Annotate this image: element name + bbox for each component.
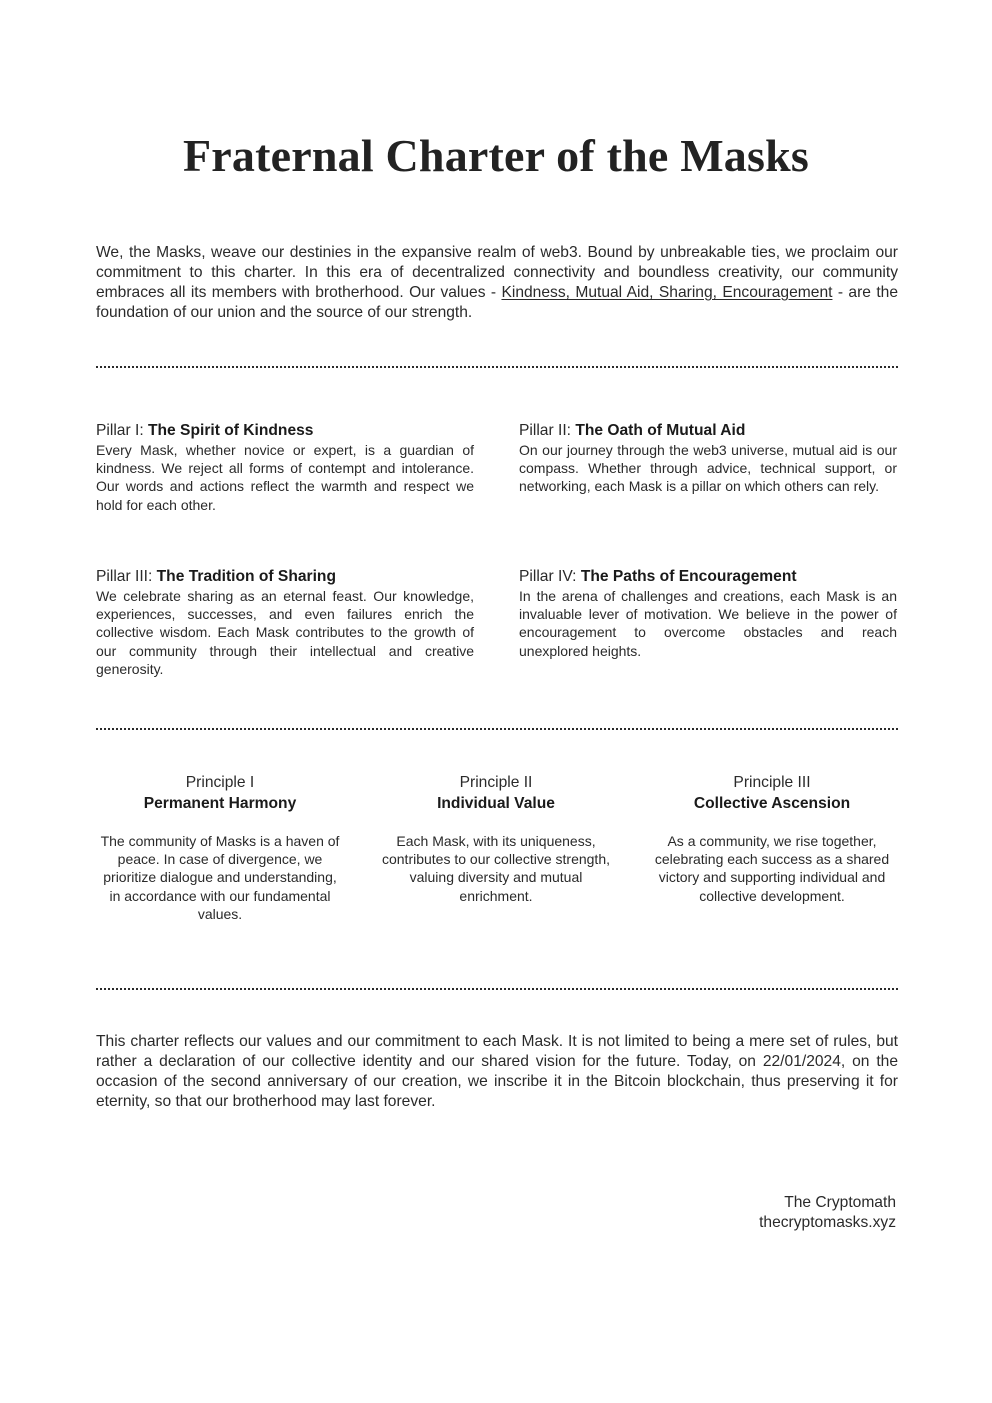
divider <box>96 366 898 368</box>
principle-individual-value <box>373 773 619 905</box>
principle-number: Principle II <box>459 774 533 791</box>
pillar-heading <box>96 567 474 586</box>
principle-name: Collective Ascension <box>693 795 851 812</box>
principle-harmony <box>97 773 343 923</box>
pillar-text: We celebrate sharing as an eternal feast. Our knowledge, experiences, successes, and even failures enrich the collective wisdom. Each Mask contributes to the growth of our community through their intellectual and creative generosity. <box>96 588 474 677</box>
intro-text-end: - are the foundation of our union and the source of our strength. <box>96 284 898 321</box>
pillar-text: On our journey through the web3 universe, mutual aid is our compass. Whether through advice, technical support, or networking, each Mask is a pillar on which others can rely. <box>519 442 897 495</box>
pillar-label: Pillar II: <box>519 422 576 439</box>
pillar-name: The Tradition of Sharing <box>156 568 336 585</box>
pillar-mutual-aid <box>519 421 897 496</box>
principle-text: The community of Masks is a haven of peace. In case of divergence, we prioritize dialogue and understanding, in accordance with our fundamental values. <box>100 833 340 922</box>
pillar-heading <box>96 421 474 440</box>
intro-text-start: We, the Masks, weave our destinies in the expansive realm of web3. Bound by unbreakable ties, we proclaim our commitment to this charter. In this era of decentralized connectivity and boundless creativity, our community embraces all its members with brotherhood. Our values - <box>96 244 898 301</box>
intro-paragraph <box>96 243 898 323</box>
page-title: Fraternal Charter of the Masks <box>182 130 809 181</box>
signature-website: thecryptomasks.xyz <box>759 1214 896 1231</box>
pillar-text: In the arena of challenges and creations, each Mask is an invaluable lever of motivation. We believe in the power of encouragement to overcome obstacles and reach unexplored heights. <box>519 588 897 659</box>
pillar-text: Every Mask, whether novice or expert, is a guardian of kindness. We reject all forms of contempt and intolerance. Our words and actions reflect the warmth and respect we hold for each other. <box>96 442 474 513</box>
signature <box>759 1193 896 1233</box>
pillar-label: Pillar I: <box>96 422 148 439</box>
pillar-label: Pillar III: <box>96 568 157 585</box>
principle-name: Individual Value <box>437 795 555 812</box>
pillar-heading <box>519 567 897 586</box>
principle-text: As a community, we rise together, celebrating each success as a shared victory and supporting individual and collective development. <box>654 833 890 904</box>
principle-text: Each Mask, with its uniqueness, contributes to our collective strength, valuing diversity and mutual enrichment. <box>381 833 610 904</box>
principle-number: Principle I <box>185 774 255 791</box>
pillar-encouragement <box>519 567 897 660</box>
closing-paragraph: This charter reflects our values and our commitment to each Mask. It is not limited to being a mere set of rules, but rather a declaration of our collective identity and our shared vision for the future. Today, on 22/01/2024, on the occasion of the second anniversary of our creation, we inscribe it in the Bitcoin blockchain, thus preserving it for eternity, so that our brotherhood may last forever. <box>96 1033 898 1110</box>
divider <box>96 728 898 730</box>
pillar-name: The Paths of Encouragement <box>580 568 797 585</box>
pillar-name: The Spirit of Kindness <box>148 422 314 439</box>
principle-name: Permanent Harmony <box>143 795 297 812</box>
signature-author: The Cryptomath <box>784 1194 896 1211</box>
principle-number: Principle III <box>733 774 811 791</box>
pillar-label: Pillar IV: <box>519 568 581 585</box>
pillar-heading <box>519 421 897 440</box>
pillar-sharing <box>96 567 474 678</box>
divider <box>96 988 898 990</box>
pillar-kindness <box>96 421 474 514</box>
values-list: Kindness, Mutual Aid, Sharing, Encouragement <box>501 284 833 301</box>
pillar-name: The Oath of Mutual Aid <box>575 422 746 439</box>
principle-collective-ascension <box>649 773 895 905</box>
